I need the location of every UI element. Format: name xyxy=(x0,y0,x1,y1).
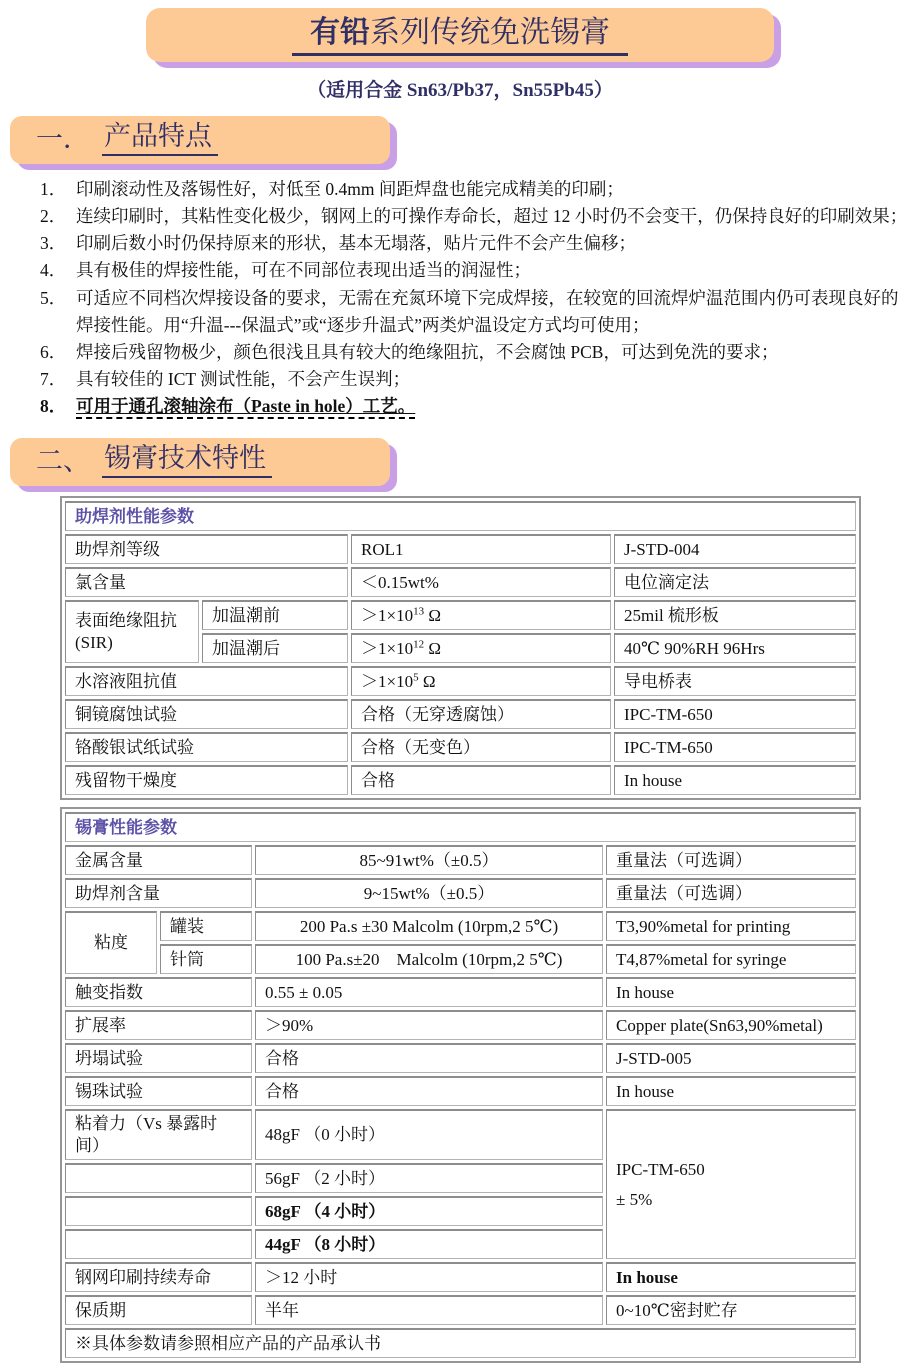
tack-label-empty xyxy=(65,1229,252,1259)
feature-text: 焊接后残留物极少，颜色很浅且具有较大的绝缘阻抗，不会腐蚀 PCB，可达到免洗的要求； xyxy=(76,341,779,362)
aqueous-value: $>1\times 10^5$ Ω xyxy=(351,666,611,696)
flux-content-value: 9~15wt%（±0.5） xyxy=(255,878,603,908)
paste-table-header: 锡膏性能参数 xyxy=(65,812,856,842)
section-2-title: 锡膏技术特性 xyxy=(102,436,272,478)
feature-text: 具有较佳的 ICT 测试性能，不会产生误判； xyxy=(76,368,411,389)
stencil-life-label: 钢网印刷持续寿命 xyxy=(65,1262,252,1292)
feature-text: 可用于通孔滚轴涂布（Paste in hole）工艺。 xyxy=(76,396,415,419)
flux-table-header: 助焊剂性能参数 xyxy=(65,501,856,531)
feature-number: 8． xyxy=(40,396,67,416)
sir-before-method: 25mil 梳形板 xyxy=(614,600,856,630)
table-row xyxy=(65,878,856,908)
table-row xyxy=(65,845,856,875)
shelf-life-method: 0~10℃密封贮存 xyxy=(606,1295,856,1325)
sir-label xyxy=(65,600,199,663)
flux-content-label: 助焊剂含量 xyxy=(65,878,252,908)
feature-item-7 xyxy=(40,366,908,393)
sir-before-value: $>1\times 10^{13}$ Ω xyxy=(351,600,611,630)
feature-number: 1． xyxy=(40,179,67,199)
sir-after-sub: 加温潮后 xyxy=(202,633,348,663)
sir-label-line1: 表面绝缘阻抗 xyxy=(75,611,177,631)
viscosity-syringe-sub: 针筒 xyxy=(160,944,252,974)
page-title-rest: 系列传统免洗锡膏 xyxy=(370,15,610,49)
sir-label-line2: (SIR) xyxy=(75,633,113,653)
table-row xyxy=(65,732,856,762)
copper-mirror-label: 铜镜腐蚀试验 xyxy=(65,699,348,729)
table-row xyxy=(65,1262,856,1292)
feature-number: 4． xyxy=(40,260,67,281)
solder-ball-method: In house xyxy=(606,1076,856,1106)
table-footnote: ※具体参数请参照相应产品的产品承认书 xyxy=(65,1328,856,1358)
section-1-banner xyxy=(10,116,390,164)
viscosity-label: 粘度 xyxy=(65,911,157,974)
silver-chromate-value: 合格（无变色） xyxy=(351,732,611,762)
sir-before-sub: 加温潮前 xyxy=(202,600,348,630)
shelf-life-value: 半年 xyxy=(255,1295,603,1325)
residue-dryness-label: 残留物干燥度 xyxy=(65,765,348,795)
table-row xyxy=(65,765,856,795)
table-row xyxy=(65,1076,856,1106)
tack-value-0h: 48gF （0 小时） xyxy=(255,1109,603,1160)
feature-item-1 xyxy=(40,176,908,203)
slump-method: J-STD-005 xyxy=(606,1043,856,1073)
chlorine-value: ＜0.15wt% xyxy=(351,567,611,597)
table-row xyxy=(65,1295,856,1325)
section-1-prefix: 一． xyxy=(36,124,90,154)
slump-value: 合格 xyxy=(255,1043,603,1073)
feature-number: 7． xyxy=(40,368,67,389)
feature-item-6 xyxy=(40,339,908,366)
table-row xyxy=(65,666,856,696)
table-row xyxy=(65,911,856,941)
tack-method xyxy=(606,1109,856,1259)
solder-ball-label: 锡珠试验 xyxy=(65,1076,252,1106)
feature-text: 印刷滚动性及落锡性好，对低至 0.4mm 间距焊盘也能完成精美的印刷； xyxy=(76,179,624,199)
tack-label: 粘着力（Vs 暴露时间） xyxy=(65,1109,252,1160)
solder-ball-value: 合格 xyxy=(255,1076,603,1106)
thixotropic-label: 触变指数 xyxy=(65,977,252,1007)
table-row xyxy=(65,1010,856,1040)
subtitle-alloys: （适用合金 Sn63/Pb37，Sn55Pb45） xyxy=(307,80,613,101)
thixotropic-value: 0.55 ± 0.05 xyxy=(255,977,603,1007)
feature-text: 印刷后数小时仍保持原来的形状，基本无塌落，贴片元件不会产生偏移； xyxy=(76,233,636,254)
table-row xyxy=(65,1109,856,1160)
flux-grade-method: J-STD-004 xyxy=(614,534,856,564)
copper-mirror-method: IPC-TM-650 xyxy=(614,699,856,729)
sir-after-method: 40℃ 90%RH 96Hrs xyxy=(614,633,856,663)
thixotropic-method: In house xyxy=(606,977,856,1007)
feature-text: 可适应不同档次焊接设备的要求，无需在充氮环境下完成焊接，在较宽的回流焊炉温范围内仍可表现良好的焊接性能。用“升温---保温式”或“逐步升温式”两类炉温设定方式均可使用； xyxy=(76,287,899,335)
table-row xyxy=(65,699,856,729)
spread-label: 扩展率 xyxy=(65,1010,252,1040)
flux-performance-table xyxy=(60,496,861,800)
feature-number: 3． xyxy=(40,233,67,254)
tack-value-8h: 44gF （8 小时） xyxy=(255,1229,603,1259)
metal-content-value: 85~91wt%（±0.5） xyxy=(255,845,603,875)
feature-text: 连续印刷时，其粘性变化极少，钢网上的可操作寿命长，超过 12 小时仍不会变干，仍保持良好的印刷效果； xyxy=(76,206,908,227)
metal-content-method: 重量法（可选调） xyxy=(606,845,856,875)
tack-label-empty xyxy=(65,1196,252,1226)
page-title-bold: 有铅 xyxy=(310,15,370,49)
tack-method-tolerance: ± 5% xyxy=(616,1189,653,1209)
aqueous-label: 水溶液阻抗值 xyxy=(65,666,348,696)
feature-item-8 xyxy=(40,393,908,420)
sir-after-value: $>1\times 10^{12}$ Ω xyxy=(351,633,611,663)
feature-text: 具有极佳的焊接性能，可在不同部位表现出适当的润湿性； xyxy=(76,260,531,281)
stencil-life-value: ＞12 小时 xyxy=(255,1262,603,1292)
feature-item-5 xyxy=(40,285,908,339)
table-row xyxy=(65,534,856,564)
viscosity-jar-method: T3,90%metal for printing xyxy=(606,911,856,941)
feature-item-4 xyxy=(40,257,908,284)
chlorine-label: 氯含量 xyxy=(65,567,348,597)
residue-dryness-method: In house xyxy=(614,765,856,795)
spread-value: ＞90% xyxy=(255,1010,603,1040)
paste-performance-table xyxy=(60,807,861,1363)
features-list xyxy=(40,176,908,420)
residue-dryness-value: 合格 xyxy=(351,765,611,795)
flux-grade-label: 助焊剂等级 xyxy=(65,534,348,564)
chlorine-method: 电位滴定法 xyxy=(614,567,856,597)
tack-value-4h: 68gF （4 小时） xyxy=(255,1196,603,1226)
shelf-life-label: 保质期 xyxy=(65,1295,252,1325)
feature-item-2 xyxy=(40,203,908,230)
flux-content-method: 重量法（可选调） xyxy=(606,878,856,908)
table-row xyxy=(65,944,856,974)
metal-content-label: 金属含量 xyxy=(65,845,252,875)
table-row xyxy=(65,1328,856,1358)
page-title xyxy=(292,15,628,56)
table-row xyxy=(65,1043,856,1073)
feature-item-3 xyxy=(40,230,908,257)
section-1-title: 产品特点 xyxy=(102,114,218,156)
table-row xyxy=(65,567,856,597)
feature-number: 5． xyxy=(40,287,67,308)
section-2-prefix: 二、 xyxy=(36,446,90,477)
table-row xyxy=(65,501,856,531)
slump-label: 坍塌试验 xyxy=(65,1043,252,1073)
viscosity-syringe-value: 100 Pa.s±20 Malcolm (10rpm,2 5℃) xyxy=(255,944,603,974)
table-row xyxy=(65,600,856,630)
viscosity-syringe-method: T4,87%metal for syringe xyxy=(606,944,856,974)
table-row xyxy=(65,977,856,1007)
spread-method: Copper plate(Sn63,90%metal) xyxy=(606,1010,856,1040)
copper-mirror-value: 合格（无穿透腐蚀） xyxy=(351,699,611,729)
silver-chromate-method: IPC-TM-650 xyxy=(614,732,856,762)
viscosity-jar-sub: 罐装 xyxy=(160,911,252,941)
aqueous-method: 导电桥表 xyxy=(614,666,856,696)
flux-grade-value: ROL1 xyxy=(351,534,611,564)
document-page xyxy=(0,8,920,1353)
tack-label-empty xyxy=(65,1163,252,1193)
viscosity-jar-value: 200 Pa.s ±30 Malcolm (10rpm,2 5℃) xyxy=(255,911,603,941)
table-row xyxy=(65,812,856,842)
main-title-banner xyxy=(146,8,774,62)
feature-number: 2． xyxy=(40,206,67,227)
stencil-life-method: In house xyxy=(606,1262,856,1292)
feature-number: 6． xyxy=(40,341,67,362)
section-2-banner xyxy=(10,438,390,486)
silver-chromate-label: 铬酸银试纸试验 xyxy=(65,732,348,762)
tack-method-standard: IPC-TM-650 xyxy=(616,1159,705,1179)
tack-value-2h: 56gF （2 小时） xyxy=(255,1163,603,1193)
